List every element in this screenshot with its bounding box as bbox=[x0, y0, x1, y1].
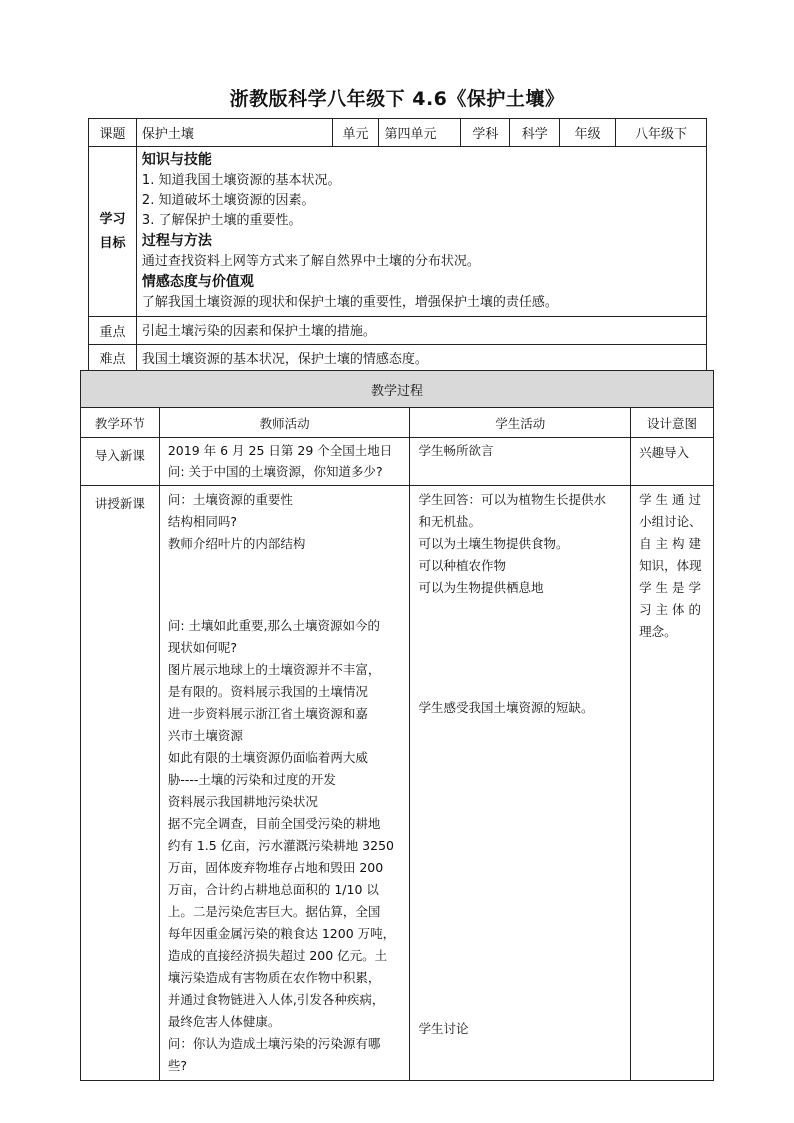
intent-cell: 兴趣导入 bbox=[631, 438, 714, 486]
intent-line: 小组讨论、 bbox=[639, 514, 702, 529]
teacher-line: 兴市土壤资源 bbox=[167, 728, 243, 743]
process-heading: 过程与方法 bbox=[141, 233, 212, 249]
header-student: 学生活动 bbox=[410, 408, 631, 438]
knowledge-heading: 知识与技能 bbox=[141, 152, 212, 168]
teacher-line: 资料展示我国耕地污染状况 bbox=[167, 794, 318, 809]
teacher-line: 最终危害人体健康。 bbox=[167, 1014, 281, 1029]
key-point-text: 引起土壤污染的因素和保护土壤的措施。 bbox=[136, 317, 706, 345]
teacher-line: 是有限的。资料展示我国的土壤情况 bbox=[167, 684, 368, 699]
intent-line: 自 主 构 建 bbox=[639, 536, 701, 551]
teacher-line: 些? bbox=[167, 1058, 187, 1073]
teacher-line: 如此有限的土壤资源仍面临着两大威 bbox=[167, 750, 368, 765]
intent-line: 学 生 是 学 bbox=[639, 580, 701, 595]
topic-label: 课题 bbox=[89, 119, 137, 147]
attitude-text: 了解我国土壤资源的现状和保护土壤的重要性，增强保护土壤的责任感。 bbox=[141, 295, 558, 310]
header-teacher: 教师活动 bbox=[159, 408, 410, 438]
grade-value: 八年级下 bbox=[616, 119, 707, 147]
student-line: 和无机盐。 bbox=[418, 514, 481, 529]
student-cell: 学生畅所欲言 bbox=[410, 438, 631, 486]
teacher-line: 进一步资料展示浙江省土壤资源和嘉 bbox=[167, 706, 368, 721]
teaching-process-table bbox=[80, 370, 714, 1081]
intent-line: 理念。 bbox=[639, 624, 677, 639]
subject-value: 科学 bbox=[510, 119, 560, 147]
teacher-line: 并通过食物链进入人体,引发各种疾病， bbox=[167, 992, 385, 1007]
header-stage: 教学环节 bbox=[81, 408, 160, 438]
intent-line: 知识，体现 bbox=[639, 558, 702, 573]
attitude-heading: 情感态度与价值观 bbox=[141, 274, 254, 290]
stage-cell: 导入新课 bbox=[81, 438, 160, 486]
difficulty-label: 难点 bbox=[89, 345, 137, 371]
student-feel-text: 学生感受我国土壤资源的短缺。 bbox=[418, 700, 594, 715]
difficulty-text: 我国土壤资源的基本状况，保护土壤的情感态度。 bbox=[136, 345, 706, 371]
teacher-line: 问：土壤资源的重要性 bbox=[167, 492, 293, 507]
goals-content bbox=[136, 147, 706, 317]
teacher-line: 教师介绍叶片的内部结构 bbox=[167, 536, 306, 551]
student-line: 可以为土壤生物提供食物。 bbox=[418, 536, 569, 551]
stage-cell: 讲授新课 bbox=[81, 486, 160, 1081]
teacher-line: 约有 1.5 亿亩，污水灌溉污染耕地 3250 bbox=[167, 838, 394, 853]
teacher-line: 图片展示地球上的土壤资源并不丰富， bbox=[167, 662, 381, 677]
page-title: 浙教版科学八年级下 4.6《保护土壤》 bbox=[229, 88, 565, 110]
student-line: 可以为生物提供栖息地 bbox=[418, 580, 544, 595]
knowledge-item: 1. 知道我国土壤资源的基本状况。 bbox=[141, 173, 341, 188]
teacher-line: 上。二是污染危害巨大。据估算，全国 bbox=[167, 904, 381, 919]
intent-line: 习 主 体 的 bbox=[639, 602, 701, 617]
knowledge-item: 2. 知道破坏土壤资源的因素。 bbox=[141, 193, 315, 208]
section-title: 教学过程 bbox=[81, 371, 714, 408]
teacher-line: 万亩，固体废弃物堆存占地和毁田 200 bbox=[167, 860, 384, 875]
teacher-cell bbox=[159, 486, 410, 1081]
teacher-line: 每年因重金属污染的粮食达 1200 万吨， bbox=[167, 926, 396, 941]
topic-value: 保护土壤 bbox=[136, 119, 332, 147]
intent-line: 学 生 通 过 bbox=[639, 492, 701, 507]
teacher-line: 壤污染造成有害物质在农作物中积累， bbox=[167, 970, 381, 985]
unit-value: 第四单元 bbox=[379, 119, 461, 147]
grade-label: 年级 bbox=[560, 119, 616, 147]
header-intent: 设计意图 bbox=[631, 408, 714, 438]
student-line: 学生回答：可以为植物生长提供水 bbox=[418, 492, 606, 507]
teacher-line: 据不完全调查，目前全国受污染的耕地 bbox=[167, 816, 381, 831]
subject-label: 学科 bbox=[461, 119, 510, 147]
teacher-cell: 2019 年 6 月 25 日第 29 个全国土地日 问: 关于中国的土壤资源，你知道多少? bbox=[159, 438, 410, 486]
intent-cell bbox=[631, 486, 714, 1081]
teacher-line: 造成的直接经济损失超过 200 亿元。土 bbox=[167, 948, 388, 963]
process-text: 通过查找资料上网等方式来了解自然界中土壤的分布状况。 bbox=[141, 254, 480, 269]
teacher-line: 胁----土壤的污染和过度的开发 bbox=[167, 772, 336, 787]
student-discuss-text: 学生讨论 bbox=[418, 1021, 469, 1036]
teacher-line: 问：你认为造成土壤污染的污染源有哪 bbox=[167, 1036, 381, 1051]
teacher-line: 问: 土壤如此重要,那么土壤资源如今的 bbox=[167, 618, 381, 633]
student-line: 可以种植农作物 bbox=[418, 558, 506, 573]
goals-label: 学习 目标 bbox=[89, 147, 137, 317]
knowledge-item: 3. 了解保护土壤的重要性。 bbox=[141, 213, 302, 228]
key-point-label: 重点 bbox=[89, 317, 137, 345]
lesson-info-table bbox=[88, 118, 707, 371]
teacher-line: 现状如何呢? bbox=[167, 640, 237, 655]
student-cell bbox=[410, 486, 631, 1081]
teacher-line: 万亩，合计约占耕地总面积的 1/10 以 bbox=[167, 882, 379, 897]
unit-label: 单元 bbox=[332, 119, 379, 147]
teacher-line: 结构相同吗? bbox=[167, 514, 237, 529]
